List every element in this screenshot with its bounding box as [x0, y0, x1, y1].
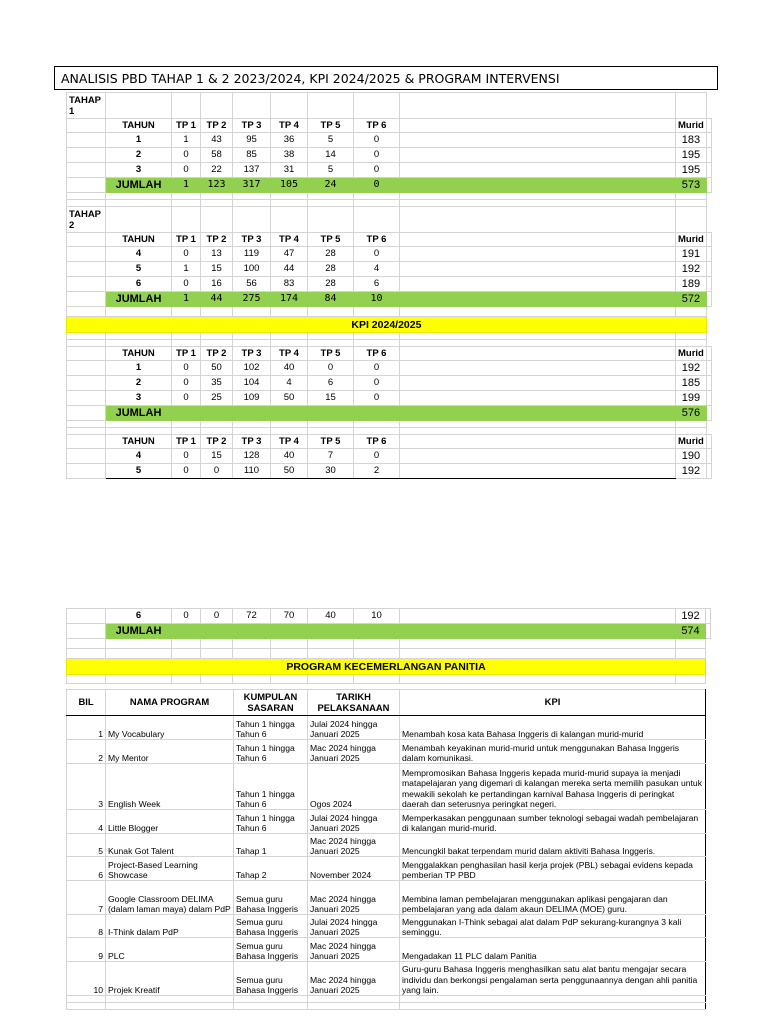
murid-cell: 199 [676, 391, 707, 406]
tahun-cell: 6 [106, 609, 172, 624]
jumlah-row [67, 178, 712, 193]
header-murid: Murid [676, 119, 707, 133]
header-tp1: TP 1 [172, 435, 201, 449]
murid-cell: 185 [676, 376, 707, 391]
murid-cell: 189 [676, 277, 707, 292]
spacer-row [67, 649, 711, 659]
jumlah-tp1: 1 [172, 178, 201, 193]
murid-cell: 192 [676, 464, 707, 479]
tp1-cell: 0 [172, 609, 201, 624]
tp4-cell: 50 [271, 391, 308, 406]
tp3-cell: 100 [233, 262, 271, 277]
header-tp6: TP 6 [354, 435, 400, 449]
header-tp2: TP 2 [201, 233, 233, 247]
tp1-cell: 0 [172, 148, 201, 163]
header-kpi: KPI [400, 690, 706, 716]
kpi-cell: Menggalakkan penghasilan hasil kerja projek (PBL) sebagai evidens kepada pemberian TP PBD [400, 857, 706, 881]
spacer-row [67, 307, 712, 317]
tp4-cell: 70 [271, 609, 308, 624]
header-tp5: TP 5 [308, 435, 354, 449]
tp6-cell: 4 [354, 262, 400, 277]
tp6-cell: 10 [354, 609, 400, 624]
header-tarikh-pelaksanaan: TARIKH PELAKSANAAN [308, 690, 400, 716]
tp2-cell: 15 [201, 262, 233, 277]
tahun-cell: 1 [106, 133, 172, 148]
column-header-row [67, 435, 712, 449]
header-tahun: TAHUN [106, 435, 172, 449]
tahap-label: TAHAP 1 [67, 93, 106, 119]
jumlah-row [67, 406, 712, 421]
kpi-cell: Guru-guru Bahasa Inggeris menghasilkan satu alat bantu mengajar secara individu dan berkongsi pengalaman serta penggunaannya dengan ahli panitia yang lain. [400, 962, 706, 996]
murid-cell: 191 [676, 247, 707, 262]
year-row [67, 262, 712, 277]
tahun-cell: 2 [106, 148, 172, 163]
year-row [67, 148, 712, 163]
header-tp3: TP 3 [233, 347, 271, 361]
tp1-cell: 0 [172, 277, 201, 292]
tp3-cell: 119 [233, 247, 271, 262]
tarikh-cell: Julai 2024 hingga Januari 2025 [308, 810, 400, 834]
header-tp2: TP 2 [201, 347, 233, 361]
tahap-label-row [67, 93, 712, 119]
tarikh-cell: Mac 2024 hingga Januari 2025 [308, 881, 400, 915]
program-name-cell: English Week [106, 764, 234, 810]
bil-cell: 10 [67, 962, 106, 996]
header-murid: Murid [676, 347, 707, 361]
header-tp2: TP 2 [201, 119, 233, 133]
bil-cell: 2 [67, 740, 106, 764]
spacer-row [67, 428, 712, 435]
kpi-banner [67, 317, 712, 333]
tp6-cell: 0 [354, 449, 400, 464]
tp1-cell: 0 [172, 361, 201, 376]
program-row [67, 915, 706, 938]
tp4-cell: 50 [271, 464, 308, 479]
tp5-cell: 28 [308, 247, 354, 262]
bil-cell: 5 [67, 834, 106, 857]
header-tp3: TP 3 [233, 119, 271, 133]
tp3-cell: 56 [233, 277, 271, 292]
header-murid: Murid [676, 233, 707, 247]
tp2-cell: 22 [201, 163, 233, 178]
year-row [67, 361, 712, 376]
spacer-row [67, 421, 712, 428]
program-name-cell: Little Blogger [106, 810, 234, 834]
jumlah-murid: 573 [676, 178, 707, 193]
kpi-cell: Mencungkil bakat terpendam murid dalam aktiviti Bahasa Inggeris. [400, 834, 706, 857]
program-name-cell: Kunak Got Talent [106, 834, 234, 857]
tp2-cell: 58 [201, 148, 233, 163]
header-tahun: TAHUN [106, 119, 172, 133]
kpi-banner-text: KPI 2024/2025 [67, 317, 707, 333]
header-tahun: TAHUN [106, 347, 172, 361]
tp4-cell: 40 [271, 361, 308, 376]
program-banner-text: PROGRAM KECEMERLANGAN PANITIA [67, 659, 706, 675]
program-table [66, 689, 706, 1010]
tp2-cell: 15 [201, 449, 233, 464]
spacer-row [67, 996, 706, 1003]
tp5-cell: 28 [308, 277, 354, 292]
year-row [67, 277, 712, 292]
jumlah-murid: 576 [676, 406, 707, 421]
year-row [67, 163, 712, 178]
tp4-cell: 4 [271, 376, 308, 391]
tp6-cell: 0 [354, 163, 400, 178]
jumlah-tp1: 1 [172, 292, 201, 307]
tp6-cell: 0 [354, 148, 400, 163]
kpi-cell: Membina laman pembelajaran menggunakan aplikasi pengajaran dan pembelajaran yang ada dalam akaun DELIMA (MOE) guru. [400, 881, 706, 915]
header-tp2: TP 2 [201, 435, 233, 449]
program-name-cell: Google Classroom DELIMA (dalam laman maya) dalam PdP [106, 881, 234, 915]
header-tp1: TP 1 [172, 347, 201, 361]
column-header-row [67, 233, 712, 247]
tahun-cell: 3 [106, 391, 172, 406]
spacer-row [67, 340, 712, 347]
tp4-cell: 83 [271, 277, 308, 292]
tp6-cell: 6 [354, 277, 400, 292]
tarikh-cell: Julai 2024 hingga Januari 2025 [308, 915, 400, 938]
pbd-analysis-table [66, 92, 712, 479]
header-kumpulan-sasaran: KUMPULAN SASARAN [234, 690, 308, 716]
tarikh-cell: Mac 2024 hingga Januari 2025 [308, 962, 400, 996]
spacer-row [67, 639, 711, 649]
tp5-cell: 30 [308, 464, 354, 479]
header-tp5: TP 5 [308, 233, 354, 247]
jumlah-tp2: 44 [201, 292, 233, 307]
jumlah-tp4: 174 [271, 292, 308, 307]
jumlah-row [67, 292, 712, 307]
tp3-cell: 128 [233, 449, 271, 464]
tp6-cell: 0 [354, 247, 400, 262]
tarikh-cell: Mac 2024 hingga Januari 2025 [308, 938, 400, 962]
tp1-cell: 0 [172, 247, 201, 262]
tp1-cell: 0 [172, 163, 201, 178]
kpi-cell: Menambah keyakinan murid-murid untuk menggunakan Bahasa Inggeris dalam komunikasi. [400, 740, 706, 764]
bil-cell: 1 [67, 716, 106, 740]
kpi-cell: Mengadakan 11 PLC dalam Panitia [400, 938, 706, 962]
tp3-cell: 72 [233, 609, 271, 624]
tp2-cell: 16 [201, 277, 233, 292]
jumlah-tp5: 84 [308, 292, 354, 307]
tp5-cell: 28 [308, 262, 354, 277]
year-row [67, 464, 712, 479]
sasaran-cell: Tahun 1 hingga Tahun 6 [234, 716, 308, 740]
tp5-cell: 40 [308, 609, 354, 624]
year-row [67, 449, 712, 464]
tp2-cell: 0 [201, 464, 233, 479]
tp6-cell: 0 [354, 361, 400, 376]
spacer-row [67, 675, 711, 684]
header-bil: BIL [67, 690, 106, 716]
tp2-cell: 13 [201, 247, 233, 262]
tp3-cell: 104 [233, 376, 271, 391]
murid-cell: 195 [676, 163, 707, 178]
program-name-cell: I-Think dalam PdP [106, 915, 234, 938]
tp1-cell: 1 [172, 262, 201, 277]
tp3-cell: 95 [233, 133, 271, 148]
program-name-cell: Project-Based Learning Showcase [106, 857, 234, 881]
page-title: ANALISIS PBD TAHAP 1 & 2 2023/2024, KPI 2024/2025 & PROGRAM INTERVENSI [54, 66, 718, 90]
tp1-cell: 0 [172, 464, 201, 479]
header-tp4: TP 4 [271, 435, 308, 449]
tp5-cell: 15 [308, 391, 354, 406]
year-row [67, 376, 712, 391]
header-murid: Murid [676, 435, 707, 449]
program-name-cell: Projek Kreatif [106, 962, 234, 996]
program-header-row [67, 690, 706, 716]
sasaran-cell: Tahap 1 [234, 834, 308, 857]
program-banner [67, 659, 711, 675]
tp3-cell: 109 [233, 391, 271, 406]
sasaran-cell: Tahun 1 hingga Tahun 6 [234, 810, 308, 834]
tahun-cell: 4 [106, 449, 172, 464]
header-tp4: TP 4 [271, 347, 308, 361]
tahun-cell: 3 [106, 163, 172, 178]
spacer-row [67, 1003, 706, 1010]
tahap-label-row [67, 207, 712, 233]
year-row [67, 609, 711, 624]
jumlah-tp6: 10 [354, 292, 400, 307]
tarikh-cell: Julai 2024 hingga Januari 2025 [308, 716, 400, 740]
tahap-label: TAHAP 2 [67, 207, 106, 233]
program-row [67, 881, 706, 915]
tahun-cell: 5 [106, 262, 172, 277]
tp6-cell: 0 [354, 133, 400, 148]
kpi-cell: Mempromosikan Bahasa Inggeris kepada murid-murid supaya ia menjadi matapelajaran yang digemari di kalangan mereka serta memilih pasukan untuk mewakili sekolah ke pertandingan karnival Bahasa Inggeris di peringkat daerah dan seterusnya peringkat negeri. [400, 764, 706, 810]
tarikh-cell: Mac 2024 hingga Januari 2025 [308, 740, 400, 764]
tp5-cell: 14 [308, 148, 354, 163]
program-name-cell: My Mentor [106, 740, 234, 764]
header-tahun: TAHUN [106, 233, 172, 247]
jumlah-tp3: 317 [233, 178, 271, 193]
tp4-cell: 40 [271, 449, 308, 464]
sasaran-cell: Tahun 1 hingga Tahun 6 [234, 740, 308, 764]
sasaran-cell: Tahun 1 hingga Tahun 6 [234, 764, 308, 810]
program-row [67, 716, 706, 740]
header-tp3: TP 3 [233, 435, 271, 449]
header-tp5: TP 5 [308, 347, 354, 361]
tp4-cell: 36 [271, 133, 308, 148]
tp4-cell: 31 [271, 163, 308, 178]
tp6-cell: 0 [354, 376, 400, 391]
jumlah-murid: 574 [676, 624, 706, 639]
murid-cell: 192 [676, 361, 707, 376]
tp3-cell: 102 [233, 361, 271, 376]
program-name-cell: PLC [106, 938, 234, 962]
tp1-cell: 0 [172, 376, 201, 391]
header-tp6: TP 6 [354, 233, 400, 247]
program-row [67, 938, 706, 962]
bil-cell: 6 [67, 857, 106, 881]
bil-cell: 4 [67, 810, 106, 834]
sasaran-cell: Tahap 2 [234, 857, 308, 881]
tp4-cell: 44 [271, 262, 308, 277]
header-tp5: TP 5 [308, 119, 354, 133]
murid-cell: 192 [676, 609, 706, 624]
jumlah-label: JUMLAH [106, 292, 172, 307]
header-tp4: TP 4 [271, 233, 308, 247]
year-row [67, 391, 712, 406]
kpi-cell: Menggunakan I-Think sebagai alat dalam PdP sekurang-kurangnya 3 kali seminggu. [400, 915, 706, 938]
jumlah-row [67, 624, 711, 639]
sasaran-cell: Semua guru Bahasa Inggeris [234, 881, 308, 915]
murid-cell: 190 [676, 449, 707, 464]
murid-cell: 183 [676, 133, 707, 148]
tahun-cell: 5 [106, 464, 172, 479]
tp5-cell: 0 [308, 361, 354, 376]
header-tp3: TP 3 [233, 233, 271, 247]
bil-cell: 9 [67, 938, 106, 962]
jumlah-murid: 572 [676, 292, 707, 307]
tarikh-cell: November 2024 [308, 857, 400, 881]
tp2-cell: 50 [201, 361, 233, 376]
header-nama-program: NAMA PROGRAM [106, 690, 234, 716]
tp2-cell: 43 [201, 133, 233, 148]
header-tp6: TP 6 [354, 347, 400, 361]
tp6-cell: 0 [354, 391, 400, 406]
header-tp6: TP 6 [354, 119, 400, 133]
tp2-cell: 35 [201, 376, 233, 391]
bil-cell: 3 [67, 764, 106, 810]
jumlah-label: JUMLAH [106, 624, 172, 639]
year-row [67, 247, 712, 262]
jumlah-tp3: 275 [233, 292, 271, 307]
sasaran-cell: Semua guru Bahasa Inggeris [234, 962, 308, 996]
column-header-row [67, 119, 712, 133]
tp2-cell: 25 [201, 391, 233, 406]
jumlah-label: JUMLAH [106, 406, 172, 421]
sasaran-cell: Semua guru Bahasa Inggeris [234, 915, 308, 938]
sasaran-cell: Semua guru Bahasa Inggeris [234, 938, 308, 962]
tarikh-cell: Ogos 2024 [308, 764, 400, 810]
tp6-cell: 2 [354, 464, 400, 479]
spacer-row [67, 193, 712, 200]
tarikh-cell: Mac 2024 hingga Januari 2025 [308, 834, 400, 857]
tp1-cell: 0 [172, 391, 201, 406]
header-tp1: TP 1 [172, 119, 201, 133]
tahun-cell: 1 [106, 361, 172, 376]
program-row [67, 740, 706, 764]
program-row [67, 857, 706, 881]
kpi-cell: Memperkasakan penggunaan sumber teknologi sebagai wadah pembelajaran di kalangan murid-murid. [400, 810, 706, 834]
kpi-cell: Menambah kosa kata Bahasa Inggeris di kalangan murid-murid [400, 716, 706, 740]
year-row [67, 133, 712, 148]
tp5-cell: 7 [308, 449, 354, 464]
column-header-row [67, 347, 712, 361]
bil-cell: 7 [67, 881, 106, 915]
murid-cell: 192 [676, 262, 707, 277]
program-row [67, 962, 706, 996]
tp5-cell: 5 [308, 133, 354, 148]
jumlah-tp6: 0 [354, 178, 400, 193]
jumlah-tp4: 105 [271, 178, 308, 193]
header-tp4: TP 4 [271, 119, 308, 133]
kpi-continued-table [66, 608, 711, 684]
jumlah-label: JUMLAH [106, 178, 172, 193]
tp3-cell: 137 [233, 163, 271, 178]
murid-cell: 195 [676, 148, 707, 163]
spacer-row [67, 200, 712, 207]
tp2-cell: 0 [201, 609, 233, 624]
program-row [67, 764, 706, 810]
bil-cell: 8 [67, 915, 106, 938]
tp1-cell: 1 [172, 133, 201, 148]
tp3-cell: 85 [233, 148, 271, 163]
program-row [67, 834, 706, 857]
tahun-cell: 6 [106, 277, 172, 292]
tp5-cell: 6 [308, 376, 354, 391]
header-tp1: TP 1 [172, 233, 201, 247]
spacer-row [67, 333, 712, 340]
tp3-cell: 110 [233, 464, 271, 479]
tp4-cell: 38 [271, 148, 308, 163]
tahun-cell: 4 [106, 247, 172, 262]
tp1-cell: 0 [172, 449, 201, 464]
program-row [67, 810, 706, 834]
program-name-cell: My Vocabulary [106, 716, 234, 740]
tahun-cell: 2 [106, 376, 172, 391]
tp4-cell: 47 [271, 247, 308, 262]
jumlah-tp2: 123 [201, 178, 233, 193]
jumlah-tp5: 24 [308, 178, 354, 193]
tp5-cell: 5 [308, 163, 354, 178]
